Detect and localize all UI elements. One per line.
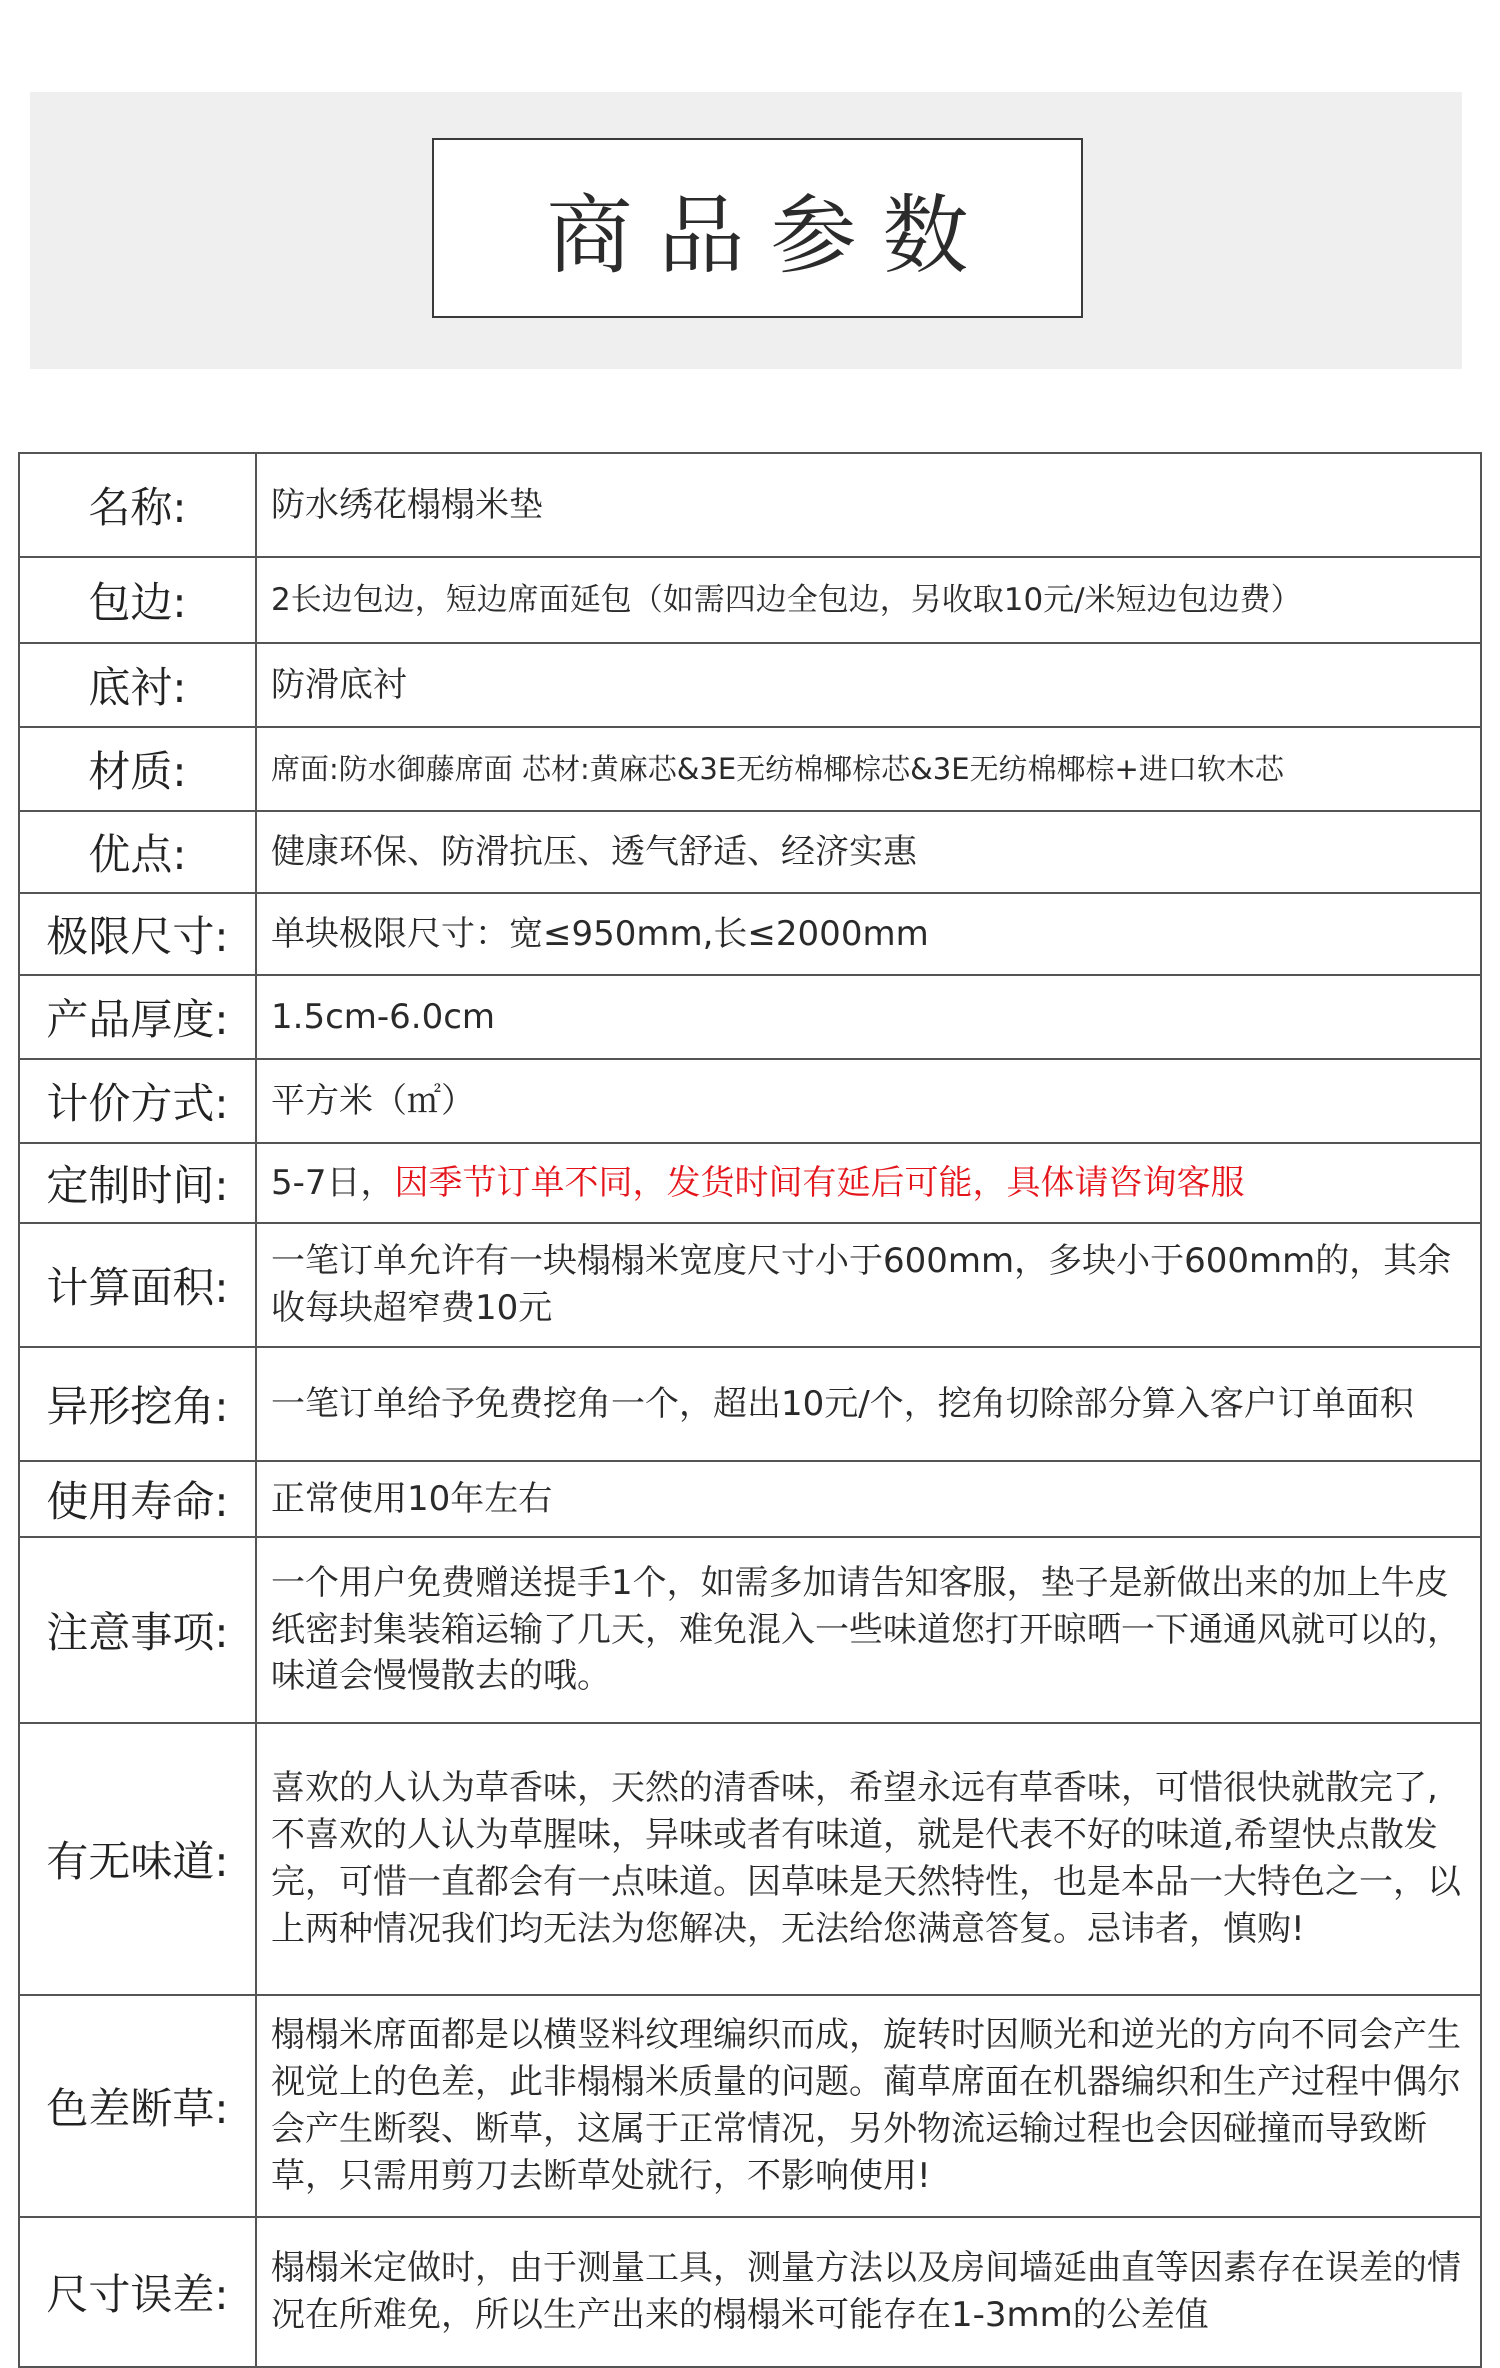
table-row — [19, 975, 1481, 1059]
param-label: 包边: — [19, 557, 256, 643]
lead-time-notice: 因季节订单不同，发货时间有延后可能，具体请咨询客服 — [394, 1162, 1245, 1203]
param-value: 榻榻米定做时，由于测量工具，测量方法以及房间墙延曲直等因素存在误差的情况在所难免，所以生产出来的榻榻米可能存在1-3mm的公差值 — [256, 2217, 1481, 2367]
param-value — [256, 1143, 1481, 1223]
param-value: 防滑底衬 — [256, 643, 1481, 727]
param-label: 产品厚度: — [19, 975, 256, 1059]
table-row — [19, 1059, 1481, 1143]
table-row — [19, 893, 1481, 975]
param-label: 注意事项: — [19, 1537, 256, 1723]
param-label: 定制时间: — [19, 1143, 256, 1223]
param-value: 防水绣花榻榻米垫 — [256, 453, 1481, 557]
param-label: 底衬: — [19, 643, 256, 727]
table-row — [19, 1223, 1481, 1347]
page-title: 商品参数 — [546, 186, 995, 286]
table-row — [19, 2217, 1481, 2367]
table-row — [19, 1723, 1481, 1995]
param-label: 极限尺寸: — [19, 893, 256, 975]
param-label: 有无味道: — [19, 1723, 256, 1995]
spec-table — [18, 452, 1482, 2368]
param-value: 正常使用10年左右 — [256, 1461, 1481, 1537]
table-row — [19, 453, 1481, 557]
table-row — [19, 1461, 1481, 1537]
param-label: 优点: — [19, 811, 256, 893]
table-row — [19, 1995, 1481, 2217]
table-row — [19, 557, 1481, 643]
table-row — [19, 1143, 1481, 1223]
param-value: 2长边包边，短边席面延包（如需四边全包边，另收取10元/米短边包边费） — [256, 557, 1481, 643]
param-value: 1.5cm-6.0cm — [256, 975, 1481, 1059]
param-value: 榻榻米席面都是以横竖料纹理编织而成，旋转时因顺光和逆光的方向不同会产生视觉上的色差，此非榻榻米质量的问题。蔺草席面在机器编织和生产过程中偶尔会产生断裂、断草，这属于正常情况，另外物流运输过程也会因碰撞而导致断草，只需用剪刀去断草处就行，不影响使用! — [256, 1995, 1481, 2217]
table-row — [19, 727, 1481, 811]
param-value: 平方米（㎡） — [256, 1059, 1481, 1143]
param-label: 材质: — [19, 727, 256, 811]
param-label: 计算面积: — [19, 1223, 256, 1347]
param-label: 异形挖角: — [19, 1347, 256, 1461]
title-box — [432, 138, 1083, 318]
param-value: 单块极限尺寸：宽≤950mm,长≤2000mm — [256, 893, 1481, 975]
table-row — [19, 1537, 1481, 1723]
lead-time-text: 5-7日， — [271, 1162, 395, 1203]
param-value: 喜欢的人认为草香味，天然的清香味，希望永远有草香味，可惜很快就散完了,不喜欢的人认为草腥味，异味或者有味道，就是代表不好的味道,希望快点散发完，可惜一直都会有一点味道。因草味是天然特性，也是本品一大特色之一，以上两种情况我们均无法为您解决，无法给您满意答复。忌讳者，慎购! — [256, 1723, 1481, 1995]
table-row — [19, 811, 1481, 893]
param-label: 计价方式: — [19, 1059, 256, 1143]
param-label: 尺寸误差: — [19, 2217, 256, 2367]
param-value: 一笔订单给予免费挖角一个，超出10元/个，挖角切除部分算入客户订单面积 — [256, 1347, 1481, 1461]
param-value: 一个用户免费赠送提手1个，如需多加请告知客服，垫子是新做出来的加上牛皮纸密封集装箱运输了几天，难免混入一些味道您打开晾晒一下通通风就可以的，味道会慢慢散去的哦。 — [256, 1537, 1481, 1723]
table-row — [19, 1347, 1481, 1461]
param-label: 名称: — [19, 453, 256, 557]
param-label: 色差断草: — [19, 1995, 256, 2217]
table-row — [19, 643, 1481, 727]
param-value: 一笔订单允许有一块榻榻米宽度尺寸小于600mm，多块小于600mm的，其余收每块超窄费10元 — [256, 1223, 1481, 1347]
param-label: 使用寿命: — [19, 1461, 256, 1537]
param-value: 席面:防水御藤席面 芯材:黄麻芯&3E无纺棉椰棕芯&3E无纺棉椰棕+进口软木芯 — [256, 727, 1481, 811]
param-value: 健康环保、防滑抗压、透气舒适、经济实惠 — [256, 811, 1481, 893]
